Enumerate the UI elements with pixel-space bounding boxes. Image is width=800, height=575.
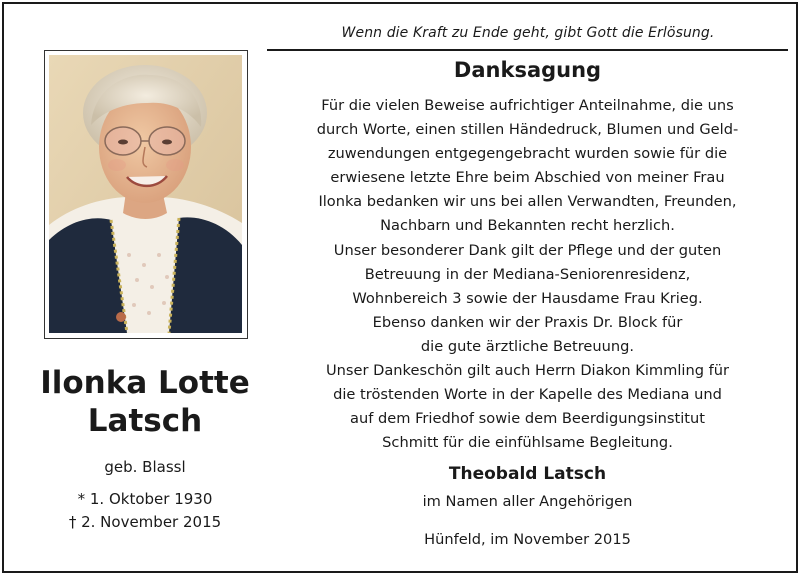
- maiden-name: geb. Blassl: [104, 458, 186, 476]
- deceased-name-line-2: Latsch: [87, 403, 203, 439]
- text-line: Nachbarn und Bekannten recht herzlich.: [380, 217, 675, 235]
- notice-heading: Danksagung: [453, 58, 602, 82]
- text-line: Unser besonderer Dank gilt der Pflege und der guten: [333, 241, 722, 259]
- text-line: auf dem Friedhof sowie dem Beerdigungsinstitut: [350, 410, 705, 428]
- text-line: Ilonka bedanken wir uns bei allen Verwandten, Freunden,: [318, 193, 737, 211]
- text-line: durch Worte, einen stillen Händedruck, Blumen und Geld-: [316, 121, 739, 139]
- text-line: die gute ärztliche Betreuung.: [420, 337, 635, 355]
- deceased-name: [10, 364, 280, 440]
- motto-divider: [267, 49, 788, 51]
- text-line: Wohnbereich 3 sowie der Hausdame Frau Krieg.: [352, 289, 703, 307]
- birth-date: * 1. Oktober 1930: [77, 490, 213, 508]
- deceased-name-line-1: Ilonka Lotte: [40, 365, 250, 401]
- text-line: zuwendungen entgegengebracht wurden sowie für die: [327, 145, 728, 163]
- life-dates: [10, 488, 280, 534]
- text-line: Für die vielen Beweise aufrichtiger Anteilnahme, die uns: [321, 97, 734, 114]
- text-line: Schmitt für die einfühlsame Begleitung.: [382, 434, 673, 452]
- place-and-date: Hünfeld, im November 2015: [424, 531, 631, 548]
- text-line: die tröstenden Worte in der Kapelle des Mediana und: [333, 386, 722, 404]
- portrait-photo: [49, 55, 242, 333]
- motto-quote: Wenn die Kraft zu Ende geht, gibt Gott die Erlösung.: [341, 25, 715, 41]
- text-line: Ebenso danken wir der Praxis Dr. Block für: [372, 313, 683, 331]
- thank-you-text: [267, 94, 788, 455]
- text-line: Unser Dankeschön gilt auch Herrn Diakon Kimmling für: [325, 362, 730, 380]
- text-line: Betreuung in der Mediana-Seniorenresidenz,: [364, 265, 691, 283]
- death-date: † 2. November 2015: [68, 513, 222, 531]
- signer-subtitle: im Namen aller Angehörigen: [422, 493, 633, 510]
- portrait-illustration: [49, 55, 242, 333]
- text-line: erwiesene letzte Ehre beim Abschied von meiner Frau: [330, 169, 725, 187]
- signer-name: Theobald Latsch: [448, 464, 607, 484]
- portrait-frame: [44, 50, 248, 339]
